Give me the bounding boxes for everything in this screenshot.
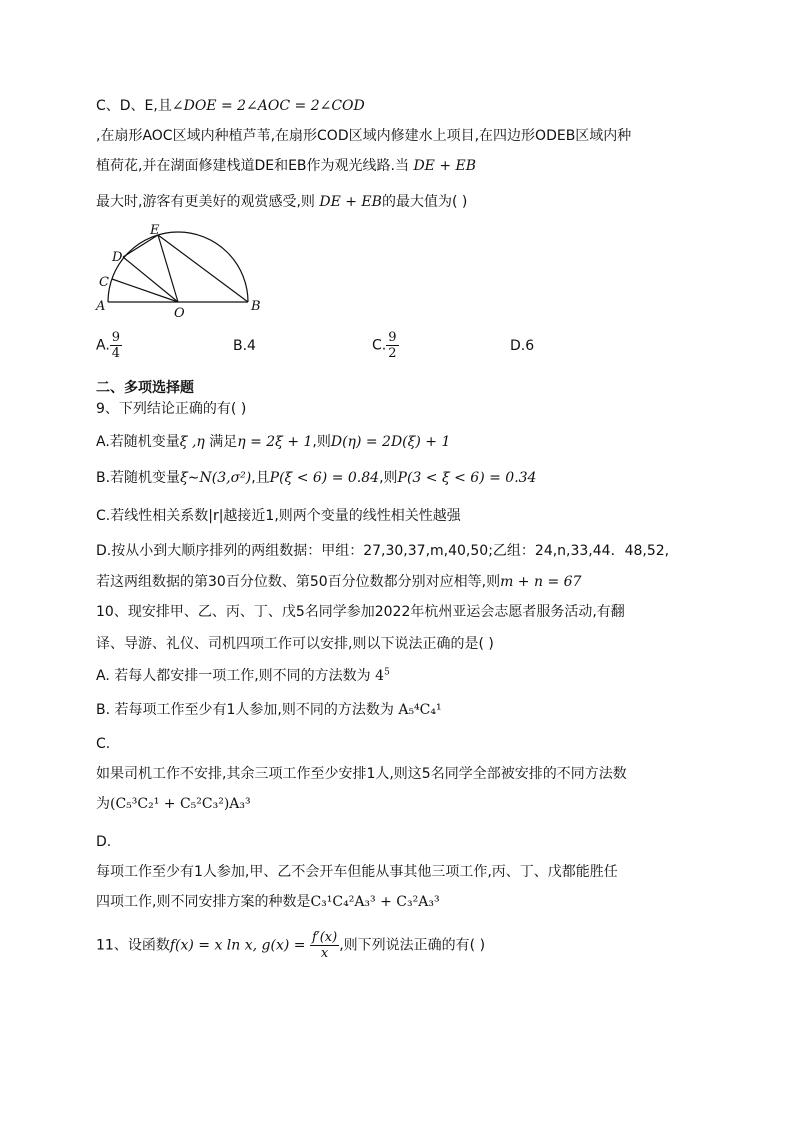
- label-c: C: [99, 275, 109, 290]
- q10-option-a: A. 若每人都安排一项工作,则不同的方法数为 $4^5$: [96, 667, 390, 684]
- q10-option-b: B. 若每项工作至少有1人参加,则不同的方法数为 A₅⁴C₄¹: [96, 702, 442, 718]
- label-b: B: [251, 299, 261, 314]
- q10-option-c-line2: 为(C₅³C₂¹ + C₅²C₃²)A₃³: [96, 796, 251, 812]
- q8-option-c: C. $\frac{9}{2}$: [372, 330, 397, 361]
- label-o: O: [174, 306, 185, 321]
- q9-option-d-line2: 若这两组数据的第30百分位数、第50百分位数都分别对应相等,则m + n = 67: [96, 574, 582, 590]
- q8-line2: ,在扇形AOC区域内种植芦苇,在扇形COD区域内修建水上项目,在四边形ODEB区域内种: [96, 128, 632, 144]
- segment-od: [123, 257, 178, 302]
- label-d: D: [112, 250, 123, 265]
- q10-option-d-label: D.: [96, 834, 112, 850]
- q8-line4: 最大时,游客有更美好的观赏感受,则 DE + EB的最大值为( ): [96, 194, 468, 210]
- q11-stem: 11、设函数f(x) = x ln x, g(x) = $\frac{f'(x)}{x}$ ,则下列说法正确的有( ): [96, 930, 486, 961]
- q9-stem: 9、下列结论正确的有( ): [96, 401, 247, 417]
- segment-oc: [112, 279, 178, 302]
- fraction: $\frac{9}{4}$: [111, 330, 121, 361]
- q10-option-d-line1: 每项工作至少有1人参加,甲、乙不会开车但能从事其他三项工作,丙、丁、戊都能胜任: [96, 864, 618, 880]
- semicircle-arc: [108, 232, 248, 302]
- q8-angle-condition: ∠DOE = 2∠AOC = 2∠COD: [171, 98, 365, 114]
- q9-option-a: A.若随机变量ξ ,η 满足η = 2ξ + 1,则D(η) = 2D(ξ) + 1: [96, 434, 451, 450]
- fraction: $\frac{f'(x)}{x}$: [311, 930, 338, 961]
- q10-stem-line1: 10、现安排甲、乙、丙、丁、戊5名同学参加2022年杭州亚运会志愿者服务活动,有翻: [96, 604, 625, 620]
- label-a: A: [96, 299, 106, 314]
- q10-option-d-line2: 四项工作,则不同安排方案的种数是C₃¹C₄²A₃³ + C₃²A₃³: [96, 894, 440, 910]
- section-title: 二、多项选择题: [96, 380, 194, 396]
- q8-option-b: B.4: [233, 338, 256, 354]
- q10-stem-line2: 译、导游、礼仪、司机四项工作可以安排,则以下说法正确的是( ): [96, 636, 494, 652]
- q8-option-d: D.6: [510, 338, 535, 354]
- semicircle-figure: [92, 222, 272, 322]
- segment-eb: [158, 235, 248, 302]
- q9-option-c: C.若线性相关系数|r|越接近1,则两个变量的线性相关性越强: [96, 508, 461, 524]
- q8-line3: 植荷花,并在湖面修建栈道DE和EB作为观光线路.当 DE + EB: [96, 158, 477, 174]
- q9-option-b: B.若随机变量ξ∼N(3,σ²),且P(ξ < 6) = 0.84,则P(3 < ξ < 6) = 0.34: [96, 470, 537, 486]
- q10-option-c-line1: 如果司机工作不安排,其余三项工作至少安排1人,则这5名同学全部被安排的不同方法数: [96, 766, 627, 782]
- q8-option-a: A. $\frac{9}{4}$: [96, 330, 121, 361]
- segment-oe: [158, 235, 178, 302]
- label-e: E: [150, 223, 160, 238]
- segment-de: [123, 235, 158, 257]
- q9-option-d-line1: D.按从小到大顺序排列的两组数据：甲组：27,30,37,m,40,50;乙组：24,n,33,44．48,52,: [96, 543, 670, 559]
- q8-line1: C、D、E,且∠DOE = 2∠AOC = 2∠COD: [96, 98, 365, 114]
- fraction: $\frac{9}{2}$: [388, 330, 397, 361]
- q10-option-c-label: C.: [96, 736, 111, 752]
